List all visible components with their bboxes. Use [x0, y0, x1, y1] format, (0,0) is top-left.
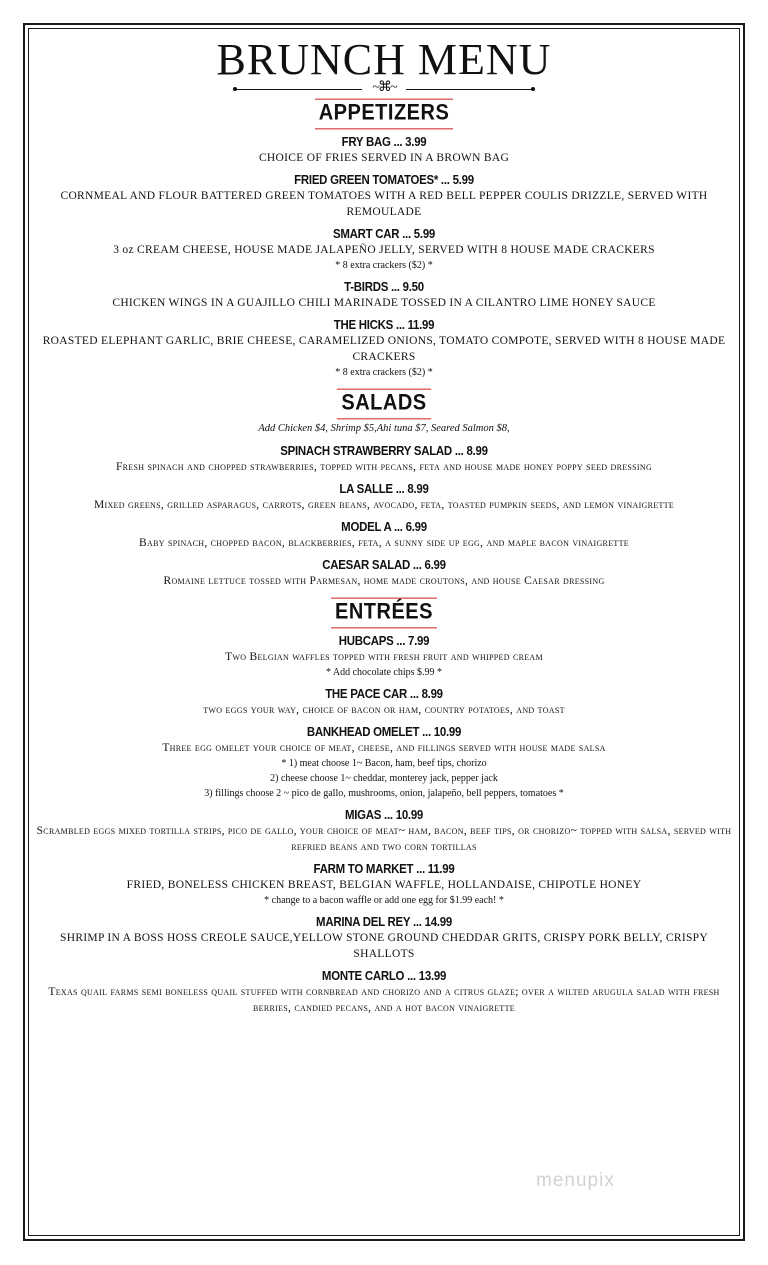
item-description: Romaine lettuce tossed with Parmesan, home made croutons, and house Caesar dressing	[163, 575, 605, 587]
item-description: Scrambled eggs mixed tortilla strips, pico de gallo, your choice of meat~ ham, bacon, beef tips, or chorizo~ topped with salsa, served with refried beans and two corn tortillas	[36, 825, 732, 853]
item-name: BANKHEAD OMELET ... 10.99	[306, 724, 462, 739]
ornament-divider	[236, 80, 532, 96]
section-title: APPETIZERS	[315, 99, 454, 130]
ornament-dot-right	[531, 87, 535, 91]
item-description: CORNMEAL AND FLOUR BATTERED GREEN TOMATOES WITH A RED BELL PEPPER COULIS DRIZZLE, SERVED WITH REMOULADE	[60, 190, 708, 218]
item-name: T-BIRDS ... 9.50	[344, 279, 424, 294]
section-appetizers	[30, 100, 738, 380]
menu-item	[30, 172, 738, 220]
item-description: Baby spinach, chopped bacon, blackberries, feta, a sunny side up egg, and maple bacon vinaigrette	[139, 537, 629, 549]
menu-item	[30, 519, 738, 551]
menu-item	[30, 134, 738, 166]
item-name: FARM TO MARKET ... 11.99	[313, 861, 455, 876]
item-description: FRIED, BONELESS CHICKEN BREAST, BELGIAN WAFFLE, HOLLANDAISE, CHIPOTLE HONEY	[126, 879, 642, 891]
item-description: ROASTED ELEPHANT GARLIC, BRIE CHEESE, CARAMELIZED ONIONS, TOMATO COMPOTE, SERVED WITH 8 HOUSE MADE CRACKERS	[42, 335, 726, 363]
item-name: MIGAS ... 10.99	[344, 807, 424, 822]
item-note: 2) cheese choose 1~ cheddar, monterey jack, pepper jack	[270, 773, 498, 784]
item-name: MODEL A ... 6.99	[341, 519, 427, 534]
item-name: FRIED GREEN TOMATOES* ... 5.99	[294, 172, 474, 187]
ornament-flourish-icon: ~⌘~	[372, 80, 396, 95]
menu-item	[30, 686, 738, 718]
menu-item	[30, 481, 738, 513]
item-description: Three egg omelet your choice of meat, cheese, and fillings served with house made salsa	[162, 742, 606, 754]
menu-item	[30, 914, 738, 962]
section-title: ENTRÉES	[331, 598, 437, 629]
section-salads	[30, 390, 738, 589]
menu-content	[30, 36, 738, 1016]
item-name: SMART CAR ... 5.99	[332, 226, 436, 241]
menu-item	[30, 633, 738, 680]
ornament-line-right	[406, 89, 532, 90]
item-note: 3) fillings choose 2 ~ pico de gallo, mushrooms, onion, jalapeño, bell peppers, tomatoes *	[204, 788, 564, 799]
item-description: Texas quail farms semi boneless quail stuffed with cornbread and chorizo and a citrus glaze; over a wilted arugula salad with fresh berries, candied pecans, and a hot bacon vinaigrette	[48, 986, 720, 1014]
section-title: SALADS	[337, 389, 430, 420]
item-description: CHICKEN WINGS IN A GUAJILLO CHILI MARINADE TOSSED IN A CILANTRO LIME HONEY SAUCE	[112, 297, 656, 309]
item-description: Two Belgian waffles topped with fresh fruit and whipped cream	[225, 651, 543, 663]
item-note: * Add chocolate chips $.99 *	[325, 667, 443, 678]
item-note: * 1) meat choose 1~ Bacon, ham, beef tips, chorizo	[281, 758, 487, 769]
item-name: CAESAR SALAD ... 6.99	[322, 557, 446, 572]
item-name: HUBCAPS ... 7.99	[338, 633, 430, 648]
menu-title: BRUNCH MENU	[216, 35, 552, 84]
item-name: SPINACH STRAWBERRY SALAD ... 8.99	[280, 443, 488, 458]
ornament-line-left	[236, 89, 362, 90]
item-name: MONTE CARLO ... 13.99	[321, 968, 447, 983]
item-name: THE PACE CAR ... 8.99	[325, 686, 443, 701]
item-name: MARINA DEL REY ... 14.99	[316, 914, 452, 929]
item-name: FRY BAG ... 3.99	[341, 134, 427, 149]
section-note: Add Chicken $4, Shrimp $5,Ahi tuna $7, Seared Salmon $8,	[258, 423, 510, 434]
item-note: * change to a bacon waffle or add one egg for $1.99 each! *	[264, 895, 504, 906]
item-name: LA SALLE ... 8.99	[339, 481, 429, 496]
menupix-watermark: menupix	[536, 1170, 615, 1191]
item-note: * 8 extra crackers ($2) *	[335, 260, 433, 271]
menu-item	[30, 317, 738, 380]
item-description: two eggs your way, choice of bacon or ham, country potatoes, and toast	[203, 704, 565, 716]
item-note: * 8 extra crackers ($2) *	[335, 367, 433, 378]
item-name: THE HICKS ... 11.99	[333, 317, 435, 332]
menu-item	[30, 861, 738, 908]
menu-item	[30, 279, 738, 311]
item-description: Fresh spinach and chopped strawberries, topped with pecans, feta and house made honey poppy seed dressing	[115, 461, 653, 473]
menu-item	[30, 968, 738, 1016]
menu-item	[30, 724, 738, 801]
item-description: 3 oz CREAM CHEESE, HOUSE MADE JALAPEÑO JELLY, SERVED WITH 8 HOUSE MADE CRACKERS	[113, 244, 655, 256]
item-description: CHOICE OF FRIES SERVED IN A BROWN BAG	[258, 152, 510, 164]
section-entrees	[30, 599, 738, 1016]
menu-item	[30, 226, 738, 273]
menu-item	[30, 443, 738, 475]
menu-item	[30, 807, 738, 855]
menu-item	[30, 557, 738, 589]
item-description: SHRIMP IN A BOSS HOSS CREOLE SAUCE,YELLOW STONE GROUND CHEDDAR GRITS, CRISPY PORK BELLY, CRISPY SHALLOTS	[60, 932, 708, 960]
item-description: Mixed greens, grilled asparagus, carrots, green beans, avocado, feta, toasted pumpkin seeds, and lemon vinaigrette	[93, 499, 675, 511]
